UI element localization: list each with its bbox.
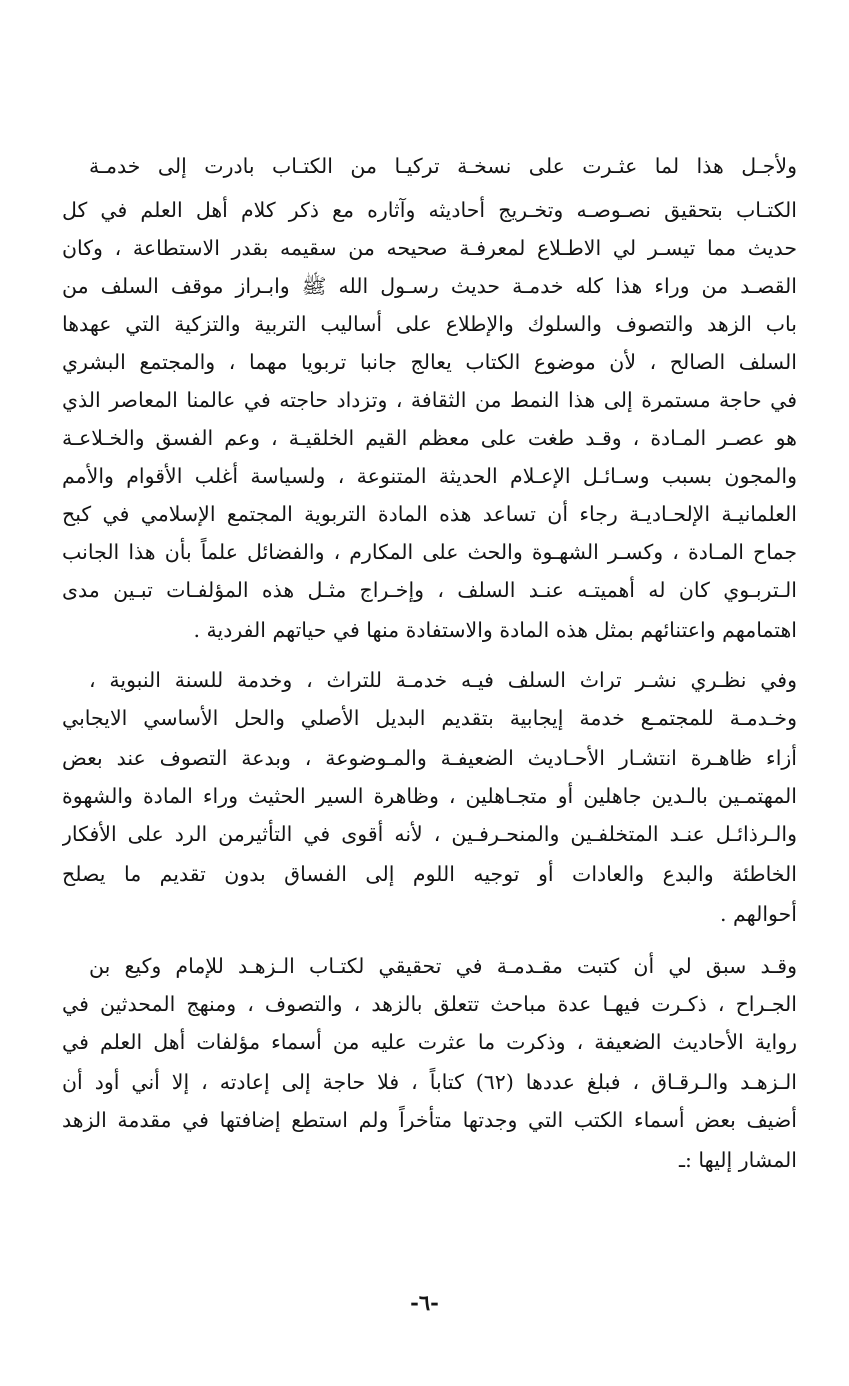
text-line: أزاء ظاهـرة انتشـار الأحـاديث الضعيفـة والمـوضوعة ، وبدعة التصوف عند بعض — [62, 746, 797, 770]
text-line: والـرذائـل عنـد المتخلفـين والمنحـرفـين ، لأنه أقوى في التأثيرمن الرد على الأفكار — [62, 822, 797, 846]
text-line: رواية الأحاديث الضعيفة ، وذكرت ما عثرت عليه من أسماء مؤلفات أهل العلم في — [62, 1030, 797, 1054]
text-line: الـتربـوي كان له أهميتـه عنـد السلف ، وإخـراج مثـل هذه المؤلفـات تبـين مدى — [62, 578, 797, 602]
text-line: هو عصـر المـادة ، وقـد طغت على معظم القيم الخلقيـة ، وعم الفسق والخـلاعـة — [62, 426, 797, 450]
text-line: السلف الصالح ، لأن موضوع الكتاب يعالج جانبا تربويا مهما ، والمجتمع البشري — [62, 350, 797, 374]
text-line: العلمانيـة الإلحـاديـة رجاء أن تساعد هذه المادة التربوية المجتمع الإسلامي في كبح — [62, 502, 797, 526]
text-line: المهتمـين بالـدين جاهلين أو متجـاهلين ، وظاهرة السير الحثيث وراء المادة والشهوة — [62, 784, 797, 808]
page-number: -٦- — [410, 1290, 439, 1315]
text-line: المشار إليها :ـ — [679, 1148, 797, 1172]
text-line: أحوالهم . — [719, 902, 797, 926]
text-line: وخـدمـة للمجتمـع خدمة إيجابية بتقديم البديل الأصلي والحل الأساسي الايجابي — [62, 706, 797, 730]
text-line: الخاطئة والبدع والعادات أو توجيه اللوم إلى الفساق بدون تقديم ما يصلح — [62, 862, 797, 886]
text-line: حديث مما تيسـر لي الاطـلاع لمعرفـة صحيحه من سقيمه بقدر الاستطاعة ، وكان — [62, 236, 797, 260]
text-line: الجـراح ، ذكـرت فيهـا عدة مباحث تتعلق بالزهد ، والتصوف ، ومنهج المحدثين في — [62, 992, 797, 1016]
text-line: جماح المـادة ، وكسـر الشهـوة والحث على المكارم ، والفضائل علماً بأن هذا الجانب — [62, 540, 797, 564]
text-line: وقـد سبق لي أن كتبت مقـدمـة في تحقيقي لكتـاب الـزهـد للإمام وكيع بن — [89, 954, 797, 978]
text-line: الكتـاب بتحقيق نصـوصـه وتخـريج أحاديثه وآثاره مع ذكر كلام أهل العلم في كل — [62, 198, 797, 222]
text-line: وفي نظـري نشـر تراث السلف فيـه خدمـة للتراث ، وخدمة للسنة النبوية ، — [89, 668, 797, 692]
text-line: ولأجـل هذا لما عثـرت على نسخـة تركيـا من الكتـاب بادرت إلى خدمـة — [89, 154, 797, 178]
text-line: أضيف بعض أسماء الكتب التي وجدتها متأخراً ولم استطع إضافتها في مقدمة الزهد — [62, 1108, 797, 1132]
text-line: في حاجة مستمرة إلى هذا النمط من الثقافة ، وتزداد حاجته في عالمنا المعاصر الذي — [62, 388, 797, 412]
text-line: اهتمامهم واعتنائهم بمثل هذه المادة والاستفادة منها في حياتهم الفردية . — [193, 618, 797, 642]
text-line: الـزهـد والـرقـاق ، فبلغ عددها (٦٢) كتاباً ، فلا حاجة إلى إعادته ، إلا أني أود أن — [62, 1070, 797, 1094]
document-page — [62, 0, 797, 1386]
text-line: القصـد من وراء هذا كله خدمـة حديث رسـول الله ﷺ وابـراز موقف السلف من — [62, 274, 797, 298]
text-line: باب الزهد والتصوف والسلوك والإطلاع على أساليب التربية والتزكية التي عهدها — [62, 312, 797, 336]
text-line: والمجون بسبب وسـائـل الإعـلام الحديثة المتنوعة ، ولسياسة أغلب الأقوام والأمم — [62, 464, 797, 488]
